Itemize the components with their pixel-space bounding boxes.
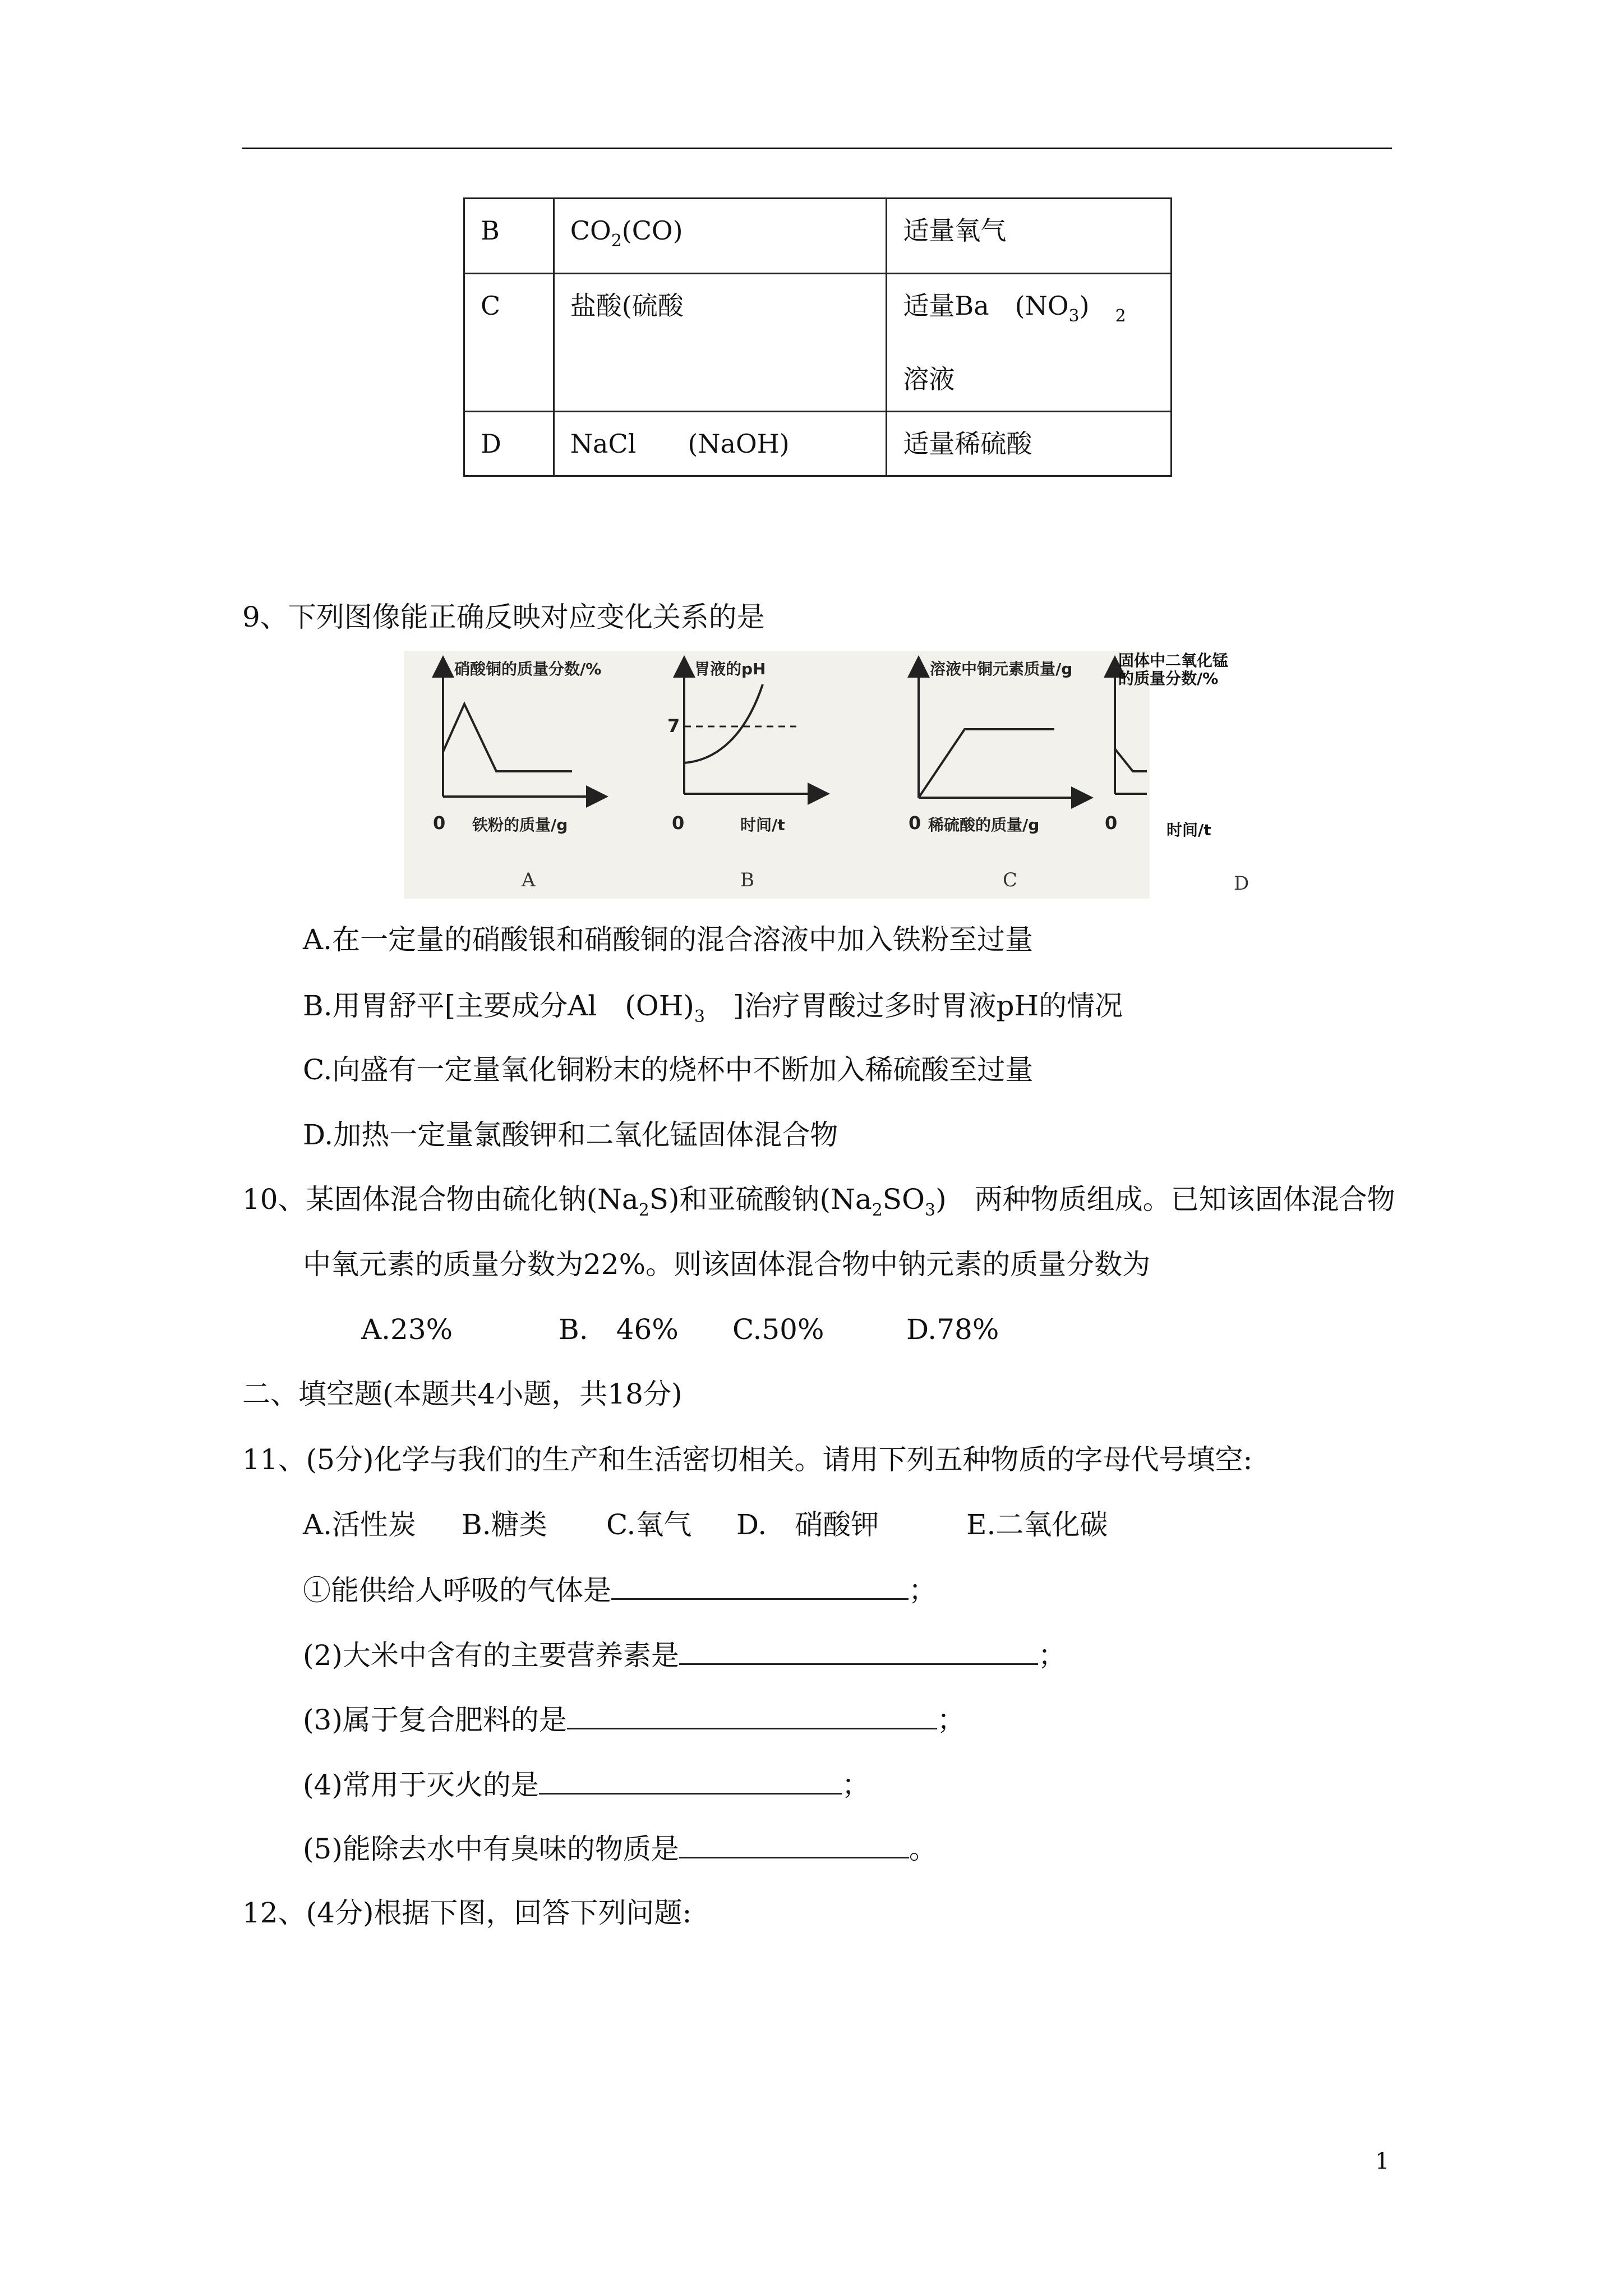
q9-stem: 9、下列图像能正确反映对应变化关系的是 — [242, 601, 765, 633]
q11-item-2: (2)大米中含有的主要营养素是 ； — [303, 1637, 1066, 1672]
substance-cell: NaCl (NaOH) — [554, 412, 887, 476]
graph-a-origin: 0 — [433, 812, 446, 834]
graph-a-ylabel: 硝酸铜的质量分数/% — [454, 660, 602, 678]
q11-item-1: ①能供给人呼吸的气体是 ； — [303, 1572, 937, 1607]
options-table — [463, 197, 1172, 477]
q11-item-4: (4)常用于灭火的是 ； — [303, 1767, 870, 1802]
table-row — [464, 274, 1172, 412]
q11-choice-e: E.二氧化碳 — [966, 1508, 1108, 1541]
graph-d-origin: 0 — [1105, 812, 1118, 834]
q9-option-c: C.向盛有一定量氧化铜粉末的烧杯中不断加入稀硫酸至过量 — [303, 1053, 1034, 1086]
graph-a-xlabel: 铁粉的质量/g — [472, 816, 568, 834]
q11-item-5: (5)能除去水中有臭味的物质是 。 — [303, 1831, 937, 1866]
q9-option-d: D.加热一定量氯酸钾和二氧化锰固体混合物 — [303, 1119, 838, 1151]
q11-item-3: (3)属于复合肥料的是 ； — [303, 1702, 965, 1737]
graph-d-ylabel: 固体中二氧化锰 的质量分数/% — [1118, 651, 1229, 688]
reagent-cell: 适量氧气 — [887, 199, 1172, 274]
q10-options — [361, 1313, 999, 1346]
q9-option-a: A.在一定量的硝酸银和硝酸铜的混合溶液中加入铁粉至过量 — [303, 923, 1034, 956]
row-label: B — [464, 199, 554, 274]
q11-choices — [303, 1508, 1108, 1542]
q10-option-a: A.23% — [361, 1313, 453, 1346]
graph-a-letter: A — [522, 869, 536, 891]
q10-option-b: B. 46% — [559, 1313, 679, 1346]
reagent-cell: 适量Ba $(NO_3)$ $_2$ 溶液 — [887, 274, 1172, 412]
graph-b — [667, 660, 819, 891]
graph-d-letter: D — [1234, 872, 1249, 895]
answer-blank[interactable] — [679, 1637, 1038, 1665]
section-2-heading: 二、填空题(本题共4小题，共18分) — [242, 1378, 683, 1410]
q10-option-d: D.78% — [906, 1313, 999, 1346]
answer-blank[interactable] — [679, 1831, 909, 1858]
table-row — [464, 412, 1172, 476]
header-rule — [242, 148, 1392, 149]
graph-c-origin: 0 — [909, 812, 921, 834]
q10-line1: 10、某固体混合物由硫化钠$(Na_2S)$和亚硫酸钠$(Na_2SO_3)$ 两种物质组成。已知该固体混合物 — [242, 1183, 1395, 1220]
q9-graphs — [404, 651, 1150, 899]
answer-blank[interactable] — [567, 1702, 937, 1729]
graph-d-curve — [1115, 749, 1147, 771]
q10-option-c: C.50% — [732, 1313, 824, 1346]
graph-b-curve — [684, 684, 763, 763]
graph-b-origin: 0 — [672, 812, 685, 834]
row-label: D — [464, 412, 554, 476]
graph-c-curve — [919, 729, 1054, 798]
q11-choice-d: D. 硝酸钾 — [736, 1508, 879, 1541]
q11-choice-a: A.活性炭 — [303, 1508, 417, 1541]
graph-c-xlabel: 稀硫酸的质量/g — [928, 816, 1040, 834]
graph-a-curve — [443, 704, 572, 771]
table-row — [464, 199, 1172, 274]
graph-c — [909, 660, 1082, 891]
answer-blank[interactable] — [539, 1767, 842, 1795]
graph-b-letter: B — [740, 869, 754, 891]
substance-cell: $CO_2(CO)$ — [554, 199, 887, 274]
graphs-figure — [404, 651, 1150, 899]
q11-choice-b: B.糖类 — [462, 1508, 547, 1541]
page-number: 1 — [1375, 2148, 1390, 2174]
graph-c-ylabel: 溶液中铜元素质量/g — [930, 660, 1073, 678]
graph-b-xlabel: 时间/t — [740, 816, 785, 834]
q10-line2: 中氧元素的质量分数为22%。则该固体混合物中钠元素的质量分数为 — [303, 1248, 1151, 1281]
graph-b-ylabel: 胃液的pH — [694, 660, 766, 678]
graph-d-xlabel: 时间/t — [1166, 821, 1211, 839]
row-label: C — [464, 274, 554, 412]
q11-choice-c: C.氧气 — [606, 1508, 692, 1541]
q12-stem: 12、(4分)根据下图，回答下列问题: — [242, 1897, 692, 1929]
substance-cell: 盐酸(硫酸 — [554, 274, 887, 412]
graph-a — [433, 660, 601, 891]
q11-stem: 11、(5分)化学与我们的生产和生活密切相关。请用下列五种物质的字母代号填空: — [242, 1443, 1253, 1476]
q9-option-b: B.用胃舒平[主要成分Al $(OH)_3$ ]治疗胃酸过多时胃液pH的情况 — [303, 990, 1123, 1027]
graph-c-letter: C — [1003, 869, 1018, 891]
graph-b-tick: 7 — [667, 715, 680, 737]
answer-blank[interactable] — [611, 1572, 909, 1600]
reagent-cell: 适量稀硫酸 — [887, 412, 1172, 476]
